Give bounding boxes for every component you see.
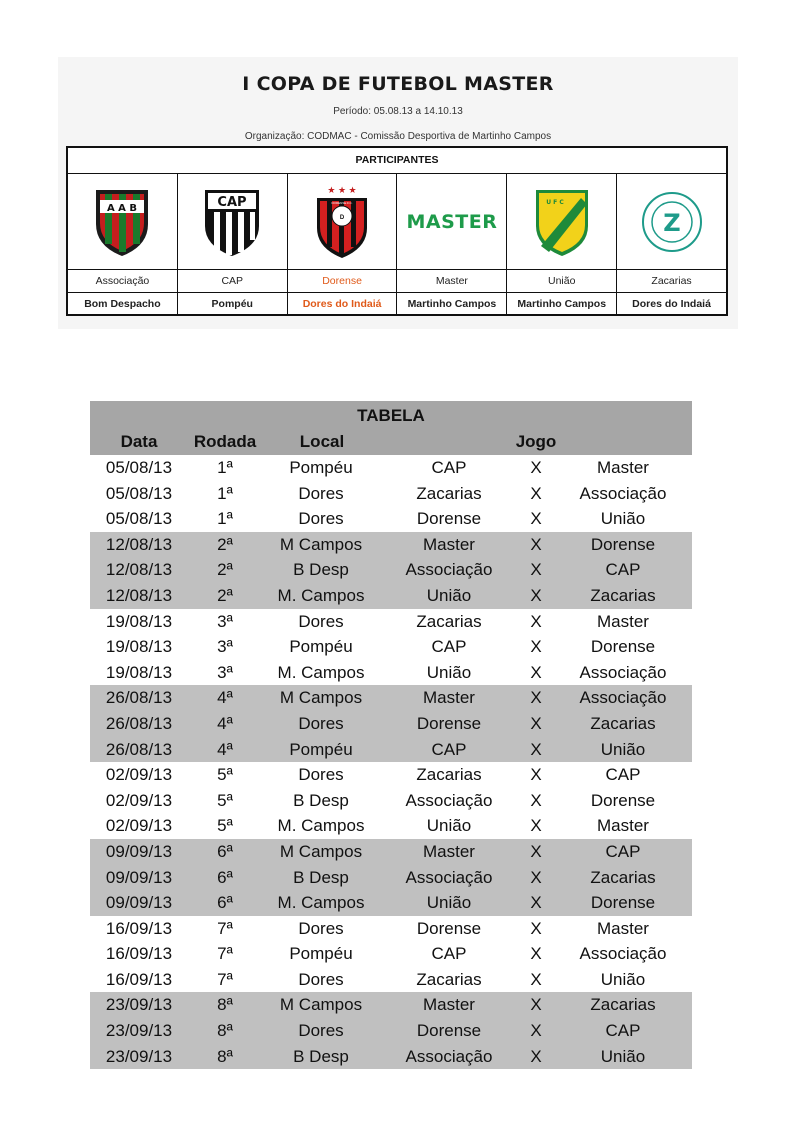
match-date: 26/08/13 bbox=[105, 688, 173, 708]
match-location: M. Campos bbox=[277, 585, 365, 605]
versus-mark: X bbox=[530, 944, 542, 964]
match-location: B Desp bbox=[293, 867, 349, 887]
home-team: Master bbox=[423, 688, 475, 708]
column-header-round: Rodada bbox=[193, 432, 257, 451]
match-round: 8ª bbox=[217, 1021, 233, 1041]
match-date: 16/09/13 bbox=[105, 918, 173, 938]
match-date: 23/09/13 bbox=[105, 1046, 173, 1066]
table-row bbox=[90, 992, 692, 1018]
match-round: 7ª bbox=[217, 944, 233, 964]
match-round: 1ª bbox=[217, 483, 233, 503]
home-team: CAP bbox=[431, 637, 467, 657]
svg-text:★ ★ ★: ★ ★ ★ bbox=[327, 184, 357, 195]
team-logo-cell bbox=[617, 174, 726, 269]
master-logo-text: MASTER bbox=[406, 210, 498, 233]
versus-mark: X bbox=[530, 893, 542, 913]
table-row bbox=[90, 916, 692, 942]
match-date: 19/08/13 bbox=[105, 662, 173, 682]
table-row bbox=[90, 890, 692, 916]
home-team: União bbox=[426, 585, 472, 605]
away-team: Associação bbox=[579, 483, 667, 503]
match-location: M. Campos bbox=[277, 662, 365, 682]
table-row bbox=[90, 583, 692, 609]
team-logo-cell bbox=[507, 174, 617, 269]
team-logo-cell bbox=[178, 174, 288, 269]
match-round: 8ª bbox=[217, 1046, 233, 1066]
match-location: M. Campos bbox=[277, 816, 365, 836]
match-date: 12/08/13 bbox=[105, 534, 173, 554]
away-team: Dorense bbox=[590, 790, 656, 810]
tournament-organization: Organização: CODMAC - Comissão Desportiva de Martinho Campos bbox=[244, 131, 552, 142]
column-header-date: Data bbox=[120, 432, 158, 451]
away-team: CAP bbox=[605, 841, 641, 861]
away-team: Master bbox=[597, 611, 649, 631]
home-team: Zacarias bbox=[416, 611, 482, 631]
home-team: Zacarias bbox=[416, 483, 482, 503]
table-row bbox=[90, 455, 692, 481]
match-date: 12/08/13 bbox=[105, 585, 173, 605]
away-team: Associação bbox=[579, 944, 667, 964]
svg-text:D: D bbox=[339, 214, 345, 221]
match-round: 7ª bbox=[217, 918, 233, 938]
match-date: 02/09/13 bbox=[105, 816, 173, 836]
versus-mark: X bbox=[530, 841, 542, 861]
team-city: Bom Despacho bbox=[68, 293, 178, 315]
match-round: 5ª bbox=[217, 790, 233, 810]
match-round: 4ª bbox=[217, 713, 233, 733]
match-date: 02/09/13 bbox=[105, 790, 173, 810]
away-team: Dorense bbox=[590, 637, 656, 657]
away-team: Zacarias bbox=[590, 585, 656, 605]
versus-mark: X bbox=[530, 713, 542, 733]
match-date: 12/08/13 bbox=[105, 560, 173, 580]
column-header-game: Jogo bbox=[515, 432, 557, 451]
match-location: M Campos bbox=[279, 841, 363, 861]
home-team: Zacarias bbox=[416, 765, 482, 785]
team-city: Martinho Campos bbox=[397, 293, 507, 315]
match-round: 3ª bbox=[217, 637, 233, 657]
participants-title: PARTICIPANTES bbox=[68, 148, 726, 174]
match-date: 26/08/13 bbox=[105, 739, 173, 759]
versus-mark: X bbox=[530, 509, 542, 529]
team-city: Martinho Campos bbox=[507, 293, 617, 315]
match-date: 05/08/13 bbox=[105, 509, 173, 529]
home-team: Dorense bbox=[416, 1021, 482, 1041]
versus-mark: X bbox=[530, 790, 542, 810]
home-team: Dorense bbox=[416, 713, 482, 733]
away-team: Zacarias bbox=[590, 867, 656, 887]
versus-mark: X bbox=[530, 637, 542, 657]
versus-mark: X bbox=[530, 969, 542, 989]
match-date: 09/09/13 bbox=[105, 893, 173, 913]
match-location: Dores bbox=[298, 765, 344, 785]
home-team: Associação bbox=[405, 867, 493, 887]
table-row bbox=[90, 967, 692, 993]
away-team: CAP bbox=[605, 1021, 641, 1041]
team-name: Master bbox=[397, 270, 507, 292]
dorense-logo-text: DORENSE F.C. bbox=[331, 200, 353, 205]
match-location: Dores bbox=[298, 969, 344, 989]
team-name: Dorense bbox=[288, 270, 398, 292]
away-team: Zacarias bbox=[590, 995, 656, 1015]
logo-row bbox=[68, 174, 726, 270]
match-round: 6ª bbox=[217, 867, 233, 887]
home-team: CAP bbox=[431, 739, 467, 759]
versus-mark: X bbox=[530, 765, 542, 785]
match-round: 5ª bbox=[217, 765, 233, 785]
team-logo-cell bbox=[397, 174, 507, 269]
match-location: Dores bbox=[298, 483, 344, 503]
schedule-header bbox=[90, 401, 692, 455]
table-row bbox=[90, 788, 692, 814]
match-round: 3ª bbox=[217, 611, 233, 631]
away-team: União bbox=[600, 1046, 646, 1066]
versus-mark: X bbox=[530, 458, 542, 477]
match-location: M Campos bbox=[279, 534, 363, 554]
match-round: 4ª bbox=[217, 739, 233, 759]
away-team: Associação bbox=[579, 688, 667, 708]
uniao-logo-text: U F C bbox=[545, 198, 564, 206]
team-name-row bbox=[68, 270, 726, 293]
match-round: 5ª bbox=[217, 816, 233, 836]
team-city: Dores do Indaiá bbox=[288, 293, 398, 315]
schedule-title: TABELA bbox=[357, 406, 425, 425]
table-row bbox=[90, 865, 692, 891]
zacarias-logo-text: Z bbox=[662, 208, 681, 237]
versus-mark: X bbox=[530, 1046, 542, 1066]
away-team: Associação bbox=[579, 662, 667, 682]
home-team: União bbox=[426, 816, 472, 836]
match-location: Dores bbox=[298, 611, 344, 631]
schedule-body bbox=[90, 455, 692, 1069]
table-row bbox=[90, 1018, 692, 1044]
home-team: Zacarias bbox=[416, 969, 482, 989]
away-team: Master bbox=[597, 816, 649, 836]
team-city: Dores do Indaiá bbox=[632, 298, 711, 310]
table-row bbox=[90, 711, 692, 737]
team-name: União bbox=[507, 270, 617, 292]
match-date: 05/08/13 bbox=[105, 483, 173, 503]
versus-mark: X bbox=[530, 560, 542, 580]
home-team: União bbox=[426, 662, 472, 682]
match-date: 05/08/13 bbox=[105, 458, 173, 477]
match-date: 02/09/13 bbox=[105, 765, 173, 785]
home-team: Associação bbox=[405, 790, 493, 810]
away-team: Dorense bbox=[590, 893, 656, 913]
match-location: B Desp bbox=[293, 1046, 349, 1066]
team-logo-cell bbox=[68, 174, 178, 269]
match-location: Pompéu bbox=[289, 458, 353, 477]
home-team: CAP bbox=[431, 458, 467, 477]
table-row bbox=[90, 609, 692, 635]
aab-logo-text: A A B bbox=[107, 202, 138, 214]
match-location: M. Campos bbox=[277, 893, 365, 913]
table-row bbox=[90, 481, 692, 507]
table-row bbox=[90, 762, 692, 788]
tournament-header bbox=[58, 57, 738, 329]
home-team: Master bbox=[423, 534, 475, 554]
team-name: CAP bbox=[178, 270, 288, 292]
schedule-table bbox=[90, 401, 692, 1069]
versus-mark: X bbox=[530, 1021, 542, 1041]
table-row bbox=[90, 557, 692, 583]
match-round: 3ª bbox=[217, 662, 233, 682]
team-city-row bbox=[68, 293, 726, 315]
match-location: M Campos bbox=[279, 995, 363, 1015]
dorense-crest-icon bbox=[311, 184, 373, 260]
table-row bbox=[90, 737, 692, 763]
table-row bbox=[90, 941, 692, 967]
away-team: União bbox=[600, 739, 646, 759]
match-date: 19/08/13 bbox=[105, 637, 173, 657]
home-team: Master bbox=[423, 841, 475, 861]
home-team: Dorense bbox=[416, 918, 482, 938]
versus-mark: X bbox=[530, 662, 542, 682]
match-location: Dores bbox=[298, 713, 344, 733]
match-date: 23/09/13 bbox=[105, 995, 173, 1015]
match-round: 2ª bbox=[217, 585, 233, 605]
match-location: Pompéu bbox=[289, 944, 353, 964]
match-date: 16/09/13 bbox=[105, 944, 173, 964]
match-location: M Campos bbox=[279, 688, 363, 708]
match-location: Pompéu bbox=[289, 739, 353, 759]
match-date: 26/08/13 bbox=[105, 713, 173, 733]
match-location: Dores bbox=[298, 509, 344, 529]
versus-mark: X bbox=[530, 688, 542, 708]
zacarias-crest-icon bbox=[641, 191, 703, 253]
home-team: União bbox=[426, 893, 472, 913]
home-team: Associação bbox=[405, 560, 493, 580]
cap-logo-text: CAP bbox=[217, 194, 247, 210]
versus-mark: X bbox=[530, 534, 542, 554]
match-round: 7ª bbox=[217, 969, 233, 989]
versus-mark: X bbox=[530, 918, 542, 938]
match-location: Dores bbox=[298, 918, 344, 938]
team-logo-cell bbox=[288, 174, 398, 269]
table-row bbox=[90, 532, 692, 558]
away-team: CAP bbox=[605, 765, 641, 785]
away-team: União bbox=[600, 969, 646, 989]
match-date: 16/09/13 bbox=[105, 969, 173, 989]
cap-crest-icon bbox=[201, 186, 263, 258]
match-date: 09/09/13 bbox=[105, 867, 173, 887]
versus-mark: X bbox=[530, 816, 542, 836]
away-team: Dorense bbox=[590, 534, 656, 554]
tournament-period: Período: 05.08.13 a 14.10.13 bbox=[333, 106, 463, 117]
match-round: 1ª bbox=[217, 509, 233, 529]
match-round: 8ª bbox=[217, 995, 233, 1015]
match-date: 19/08/13 bbox=[105, 611, 173, 631]
away-team: CAP bbox=[605, 560, 641, 580]
home-team: Associação bbox=[405, 1046, 493, 1066]
match-round: 4ª bbox=[217, 688, 233, 708]
versus-mark: X bbox=[530, 995, 542, 1015]
away-team: Master bbox=[597, 458, 649, 477]
away-team: Zacarias bbox=[590, 713, 656, 733]
away-team: União bbox=[600, 509, 646, 529]
match-location: B Desp bbox=[293, 560, 349, 580]
table-row bbox=[90, 660, 692, 686]
home-team: Master bbox=[423, 995, 475, 1015]
versus-mark: X bbox=[530, 739, 542, 759]
home-team: CAP bbox=[431, 944, 467, 964]
column-header-local: Local bbox=[299, 432, 345, 451]
table-row bbox=[90, 839, 692, 865]
match-date: 09/09/13 bbox=[105, 841, 173, 861]
match-round: 6ª bbox=[217, 841, 233, 861]
versus-mark: X bbox=[530, 867, 542, 887]
team-name: Associação bbox=[68, 270, 178, 292]
table-row bbox=[90, 813, 692, 839]
uniao-crest-icon bbox=[531, 186, 593, 258]
versus-mark: X bbox=[530, 585, 542, 605]
table-row bbox=[90, 634, 692, 660]
match-round: 2ª bbox=[217, 560, 233, 580]
match-date: 23/09/13 bbox=[105, 1021, 173, 1041]
document-title: I COPA DE FUTEBOL MASTER bbox=[242, 73, 554, 95]
table-row bbox=[90, 1044, 692, 1070]
table-row bbox=[90, 506, 692, 532]
match-round: 1ª bbox=[217, 458, 233, 477]
home-team: Dorense bbox=[416, 509, 482, 529]
versus-mark: X bbox=[530, 483, 542, 503]
match-round: 6ª bbox=[217, 893, 233, 913]
match-location: B Desp bbox=[293, 790, 349, 810]
team-city: Pompéu bbox=[178, 293, 288, 315]
match-round: 2ª bbox=[217, 534, 233, 554]
versus-mark: X bbox=[530, 611, 542, 631]
team-name: Zacarias bbox=[651, 275, 692, 287]
table-row bbox=[90, 685, 692, 711]
match-location: Dores bbox=[298, 1021, 344, 1041]
match-location: Pompéu bbox=[289, 637, 353, 657]
participants-table bbox=[66, 146, 728, 316]
away-team: Master bbox=[597, 918, 649, 938]
aab-crest-icon bbox=[91, 186, 153, 258]
